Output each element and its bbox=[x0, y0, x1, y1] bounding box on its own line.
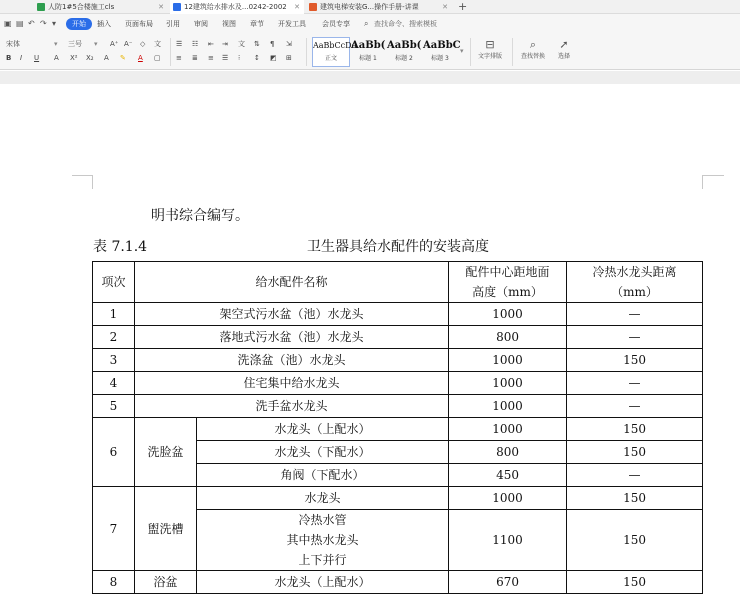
superscript-icon[interactable]: X² bbox=[70, 54, 78, 62]
font-name-select[interactable]: 宋体 bbox=[6, 40, 20, 48]
font-color-icon[interactable]: A bbox=[138, 54, 143, 62]
pinyin-icon[interactable]: 文 bbox=[154, 40, 161, 48]
divider bbox=[170, 38, 171, 66]
button-label: 选择 bbox=[557, 53, 570, 60]
show-marks-icon[interactable]: ¶ bbox=[270, 40, 275, 48]
italic-icon[interactable]: I bbox=[20, 54, 23, 62]
style-label: 正文 bbox=[324, 55, 337, 62]
cell-distance: 150 bbox=[567, 510, 703, 571]
menu-review[interactable]: 审阅 bbox=[194, 20, 208, 28]
align-left-icon[interactable]: ≡ bbox=[176, 54, 182, 62]
cell-height: 1000 bbox=[449, 372, 567, 395]
style-normal[interactable] bbox=[312, 37, 357, 67]
cell-height: 450 bbox=[449, 464, 567, 487]
text-effect-icon[interactable]: A bbox=[104, 54, 109, 62]
align-center-icon[interactable]: ≣ bbox=[192, 54, 198, 62]
text-layout-icon: ⊟ bbox=[485, 38, 495, 51]
save-icon[interactable]: ▣ bbox=[4, 19, 12, 28]
header-line: 冷热水龙头距离 bbox=[592, 265, 677, 279]
table-row bbox=[93, 349, 703, 372]
header-fitting-name: 给水配件名称 bbox=[135, 262, 449, 303]
cell-no: 8 bbox=[93, 571, 135, 594]
cursor-arrow-icon: ➚ bbox=[559, 38, 569, 51]
cell-line: 其中热水龙头 bbox=[286, 533, 359, 547]
table-row bbox=[93, 395, 703, 418]
divider bbox=[306, 38, 307, 66]
menu-member[interactable]: 会员专享 bbox=[322, 20, 350, 28]
cell-height: 800 bbox=[449, 441, 567, 464]
crop-mark bbox=[92, 175, 93, 189]
menu-developer[interactable]: 开发工具 bbox=[278, 20, 306, 28]
styles-more-icon[interactable]: ▾ bbox=[460, 47, 464, 55]
text-layout-button[interactable] bbox=[474, 38, 506, 62]
cell-no: 6 bbox=[93, 418, 135, 487]
cell-line: 上下并行 bbox=[298, 553, 347, 567]
cell-name: 水龙头（上配水） bbox=[197, 418, 449, 441]
table-number: 表 7.1.4 bbox=[93, 239, 148, 255]
paragraph-settings-icon[interactable]: ⇲ bbox=[286, 40, 292, 48]
new-tab-button[interactable]: + bbox=[458, 0, 468, 13]
bold-icon[interactable]: B bbox=[6, 54, 12, 62]
close-icon[interactable]: ✕ bbox=[294, 3, 300, 11]
cell-distance: — bbox=[567, 303, 703, 326]
decrease-indent-icon[interactable]: ⇤ bbox=[208, 40, 214, 48]
tab-label: 12建筑给水排水及...0242-2002 bbox=[184, 3, 287, 11]
cell-name bbox=[197, 510, 449, 571]
table-row bbox=[93, 372, 703, 395]
header-distance bbox=[567, 262, 703, 303]
style-preview: AaBb( bbox=[351, 40, 386, 51]
document-tab-1[interactable] bbox=[34, 0, 168, 14]
divider bbox=[470, 38, 471, 66]
menu-references[interactable]: 引用 bbox=[166, 20, 180, 28]
crop-mark bbox=[702, 175, 703, 189]
menu-chapter[interactable]: 章节 bbox=[250, 20, 264, 28]
cell-name: 水龙头（上配水） bbox=[197, 571, 449, 594]
button-label: 文字排版 bbox=[477, 53, 502, 60]
cell-name: 水龙头 bbox=[197, 487, 449, 510]
cell-distance: — bbox=[567, 372, 703, 395]
shading-icon[interactable]: ◩ bbox=[270, 54, 277, 62]
grow-font-icon[interactable]: A⁺ bbox=[110, 40, 119, 48]
cell-name: 架空式污水盆（池）水龙头 bbox=[135, 303, 449, 326]
increase-indent-icon[interactable]: ⇥ bbox=[222, 40, 228, 48]
cell-distance: 150 bbox=[567, 349, 703, 372]
menu-bar bbox=[0, 14, 740, 34]
cell-name: 洗涤盆（池）水龙头 bbox=[135, 349, 449, 372]
title-tab-bar bbox=[0, 0, 740, 14]
style-heading-2[interactable] bbox=[386, 37, 422, 67]
cell-no: 7 bbox=[93, 487, 135, 571]
cell-group-name: 盥洗槽 bbox=[135, 487, 197, 571]
table-row bbox=[93, 418, 703, 441]
undo-icon[interactable]: ↶ bbox=[28, 19, 35, 28]
style-preview: AaBbCcDd bbox=[313, 41, 357, 50]
body-paragraph: 明书综合编写。 bbox=[151, 208, 249, 224]
font-size-select[interactable]: 三号 bbox=[68, 40, 82, 48]
cell-line: 冷热水管 bbox=[298, 513, 347, 527]
installation-height-table bbox=[92, 261, 703, 594]
document-tab-2[interactable] bbox=[170, 0, 304, 14]
writer-doc-icon bbox=[173, 3, 181, 11]
numbering-icon[interactable]: ☷ bbox=[192, 40, 199, 48]
highlight-icon[interactable]: ✎ bbox=[120, 54, 126, 62]
sort-icon[interactable]: ⇅ bbox=[254, 40, 260, 48]
shrink-font-icon[interactable]: A⁻ bbox=[124, 40, 133, 48]
bullets-icon[interactable]: ☰ bbox=[176, 40, 183, 48]
search-icon: ⌕ bbox=[364, 19, 369, 28]
cell-no: 1 bbox=[93, 303, 135, 326]
cell-distance: — bbox=[567, 326, 703, 349]
menu-home[interactable]: 开始 bbox=[66, 18, 92, 30]
header-line: 高度（mm） bbox=[472, 285, 543, 299]
align-right-icon[interactable]: ≡ bbox=[208, 54, 214, 62]
open-icon[interactable]: ▤ bbox=[16, 19, 24, 28]
header-line: 配件中心距地面 bbox=[465, 265, 550, 279]
char-border-icon[interactable]: ▢ bbox=[154, 54, 161, 62]
table-row bbox=[93, 571, 703, 594]
cell-no: 4 bbox=[93, 372, 135, 395]
menu-page-layout[interactable]: 页面布局 bbox=[125, 20, 153, 28]
menu-view[interactable]: 视图 bbox=[222, 20, 236, 28]
chinese-layout-icon[interactable]: 文 bbox=[238, 40, 245, 48]
page-gap bbox=[0, 71, 740, 84]
style-heading-1[interactable] bbox=[350, 37, 386, 67]
cell-name: 水龙头（下配水） bbox=[197, 441, 449, 464]
table-title: 卫生器具给水配件的安装高度 bbox=[307, 239, 489, 255]
style-label: 标题 3 bbox=[431, 55, 449, 62]
table-row bbox=[93, 487, 703, 510]
style-preview: AaBb( bbox=[387, 40, 422, 51]
cell-height: 1000 bbox=[449, 349, 567, 372]
magnifier-icon: ⌕ bbox=[529, 38, 537, 51]
cell-height: 1000 bbox=[449, 418, 567, 441]
strikethrough-icon[interactable]: A bbox=[54, 54, 59, 62]
justify-icon[interactable]: ☰ bbox=[222, 54, 229, 62]
cell-name: 落地式污水盆（池）水龙头 bbox=[135, 326, 449, 349]
cell-height: 1000 bbox=[449, 395, 567, 418]
select-button[interactable] bbox=[552, 38, 576, 62]
table-header-row bbox=[93, 262, 703, 303]
ribbon-toolbar bbox=[0, 34, 740, 70]
subscript-icon[interactable]: X₂ bbox=[86, 54, 94, 62]
chevron-down-icon[interactable]: ▾ bbox=[54, 40, 58, 48]
style-heading-3[interactable] bbox=[422, 37, 461, 67]
cell-group-name: 浴盆 bbox=[135, 571, 197, 594]
cell-name: 洗手盆水龙头 bbox=[135, 395, 449, 418]
cell-height: 1100 bbox=[449, 510, 567, 571]
distributed-icon[interactable]: ⁝ bbox=[238, 54, 241, 62]
header-item-no: 项次 bbox=[93, 262, 135, 303]
spreadsheet-icon bbox=[37, 3, 45, 11]
style-label: 标题 2 bbox=[395, 55, 413, 62]
menu-insert[interactable]: 插入 bbox=[97, 20, 111, 28]
cell-name: 角阀（下配水） bbox=[197, 464, 449, 487]
header-height bbox=[449, 262, 567, 303]
crop-mark bbox=[72, 175, 92, 176]
clear-format-icon[interactable]: ◇ bbox=[140, 40, 146, 48]
redo-icon[interactable]: ↷ bbox=[40, 19, 47, 28]
line-spacing-icon[interactable]: ↕ bbox=[254, 54, 260, 62]
cell-no: 3 bbox=[93, 349, 135, 372]
document-tab-3[interactable] bbox=[306, 0, 452, 14]
more-chevron-icon[interactable]: ▾ bbox=[52, 19, 57, 28]
cell-name: 住宅集中给水龙头 bbox=[135, 372, 449, 395]
command-search[interactable]: 查找命令、搜索模板 bbox=[374, 20, 437, 28]
style-preview: AaBbC bbox=[423, 40, 461, 51]
close-icon[interactable]: ✕ bbox=[442, 3, 448, 11]
find-replace-button[interactable] bbox=[516, 38, 550, 62]
document-area bbox=[0, 71, 740, 589]
cell-height: 1000 bbox=[449, 487, 567, 510]
close-icon[interactable]: ✕ bbox=[158, 3, 164, 11]
header-line: （mm） bbox=[611, 285, 658, 299]
cell-group-name: 洗脸盆 bbox=[135, 418, 197, 487]
cell-no: 2 bbox=[93, 326, 135, 349]
cell-distance: — bbox=[567, 464, 703, 487]
style-label: 标题 1 bbox=[359, 55, 377, 62]
cell-distance: 150 bbox=[567, 441, 703, 464]
tab-label: 建筑电梯安装G...操作手册-讲课 bbox=[320, 3, 419, 11]
cell-height: 800 bbox=[449, 326, 567, 349]
chevron-down-icon[interactable]: ▾ bbox=[94, 40, 98, 48]
crop-mark bbox=[702, 175, 724, 176]
divider bbox=[512, 38, 513, 66]
button-label: 查找替换 bbox=[520, 53, 545, 60]
cell-distance: — bbox=[567, 395, 703, 418]
underline-icon[interactable]: U bbox=[34, 54, 40, 62]
cell-distance: 150 bbox=[567, 487, 703, 510]
borders-icon[interactable]: ⊞ bbox=[286, 54, 292, 62]
table-row bbox=[93, 303, 703, 326]
presentation-icon bbox=[309, 3, 317, 11]
cell-no: 5 bbox=[93, 395, 135, 418]
cell-distance: 150 bbox=[567, 571, 703, 594]
tab-label: 人防1#5合楼施工cls bbox=[48, 3, 115, 11]
table-row bbox=[93, 326, 703, 349]
cell-height: 670 bbox=[449, 571, 567, 594]
cell-distance: 150 bbox=[567, 418, 703, 441]
cell-height: 1000 bbox=[449, 303, 567, 326]
